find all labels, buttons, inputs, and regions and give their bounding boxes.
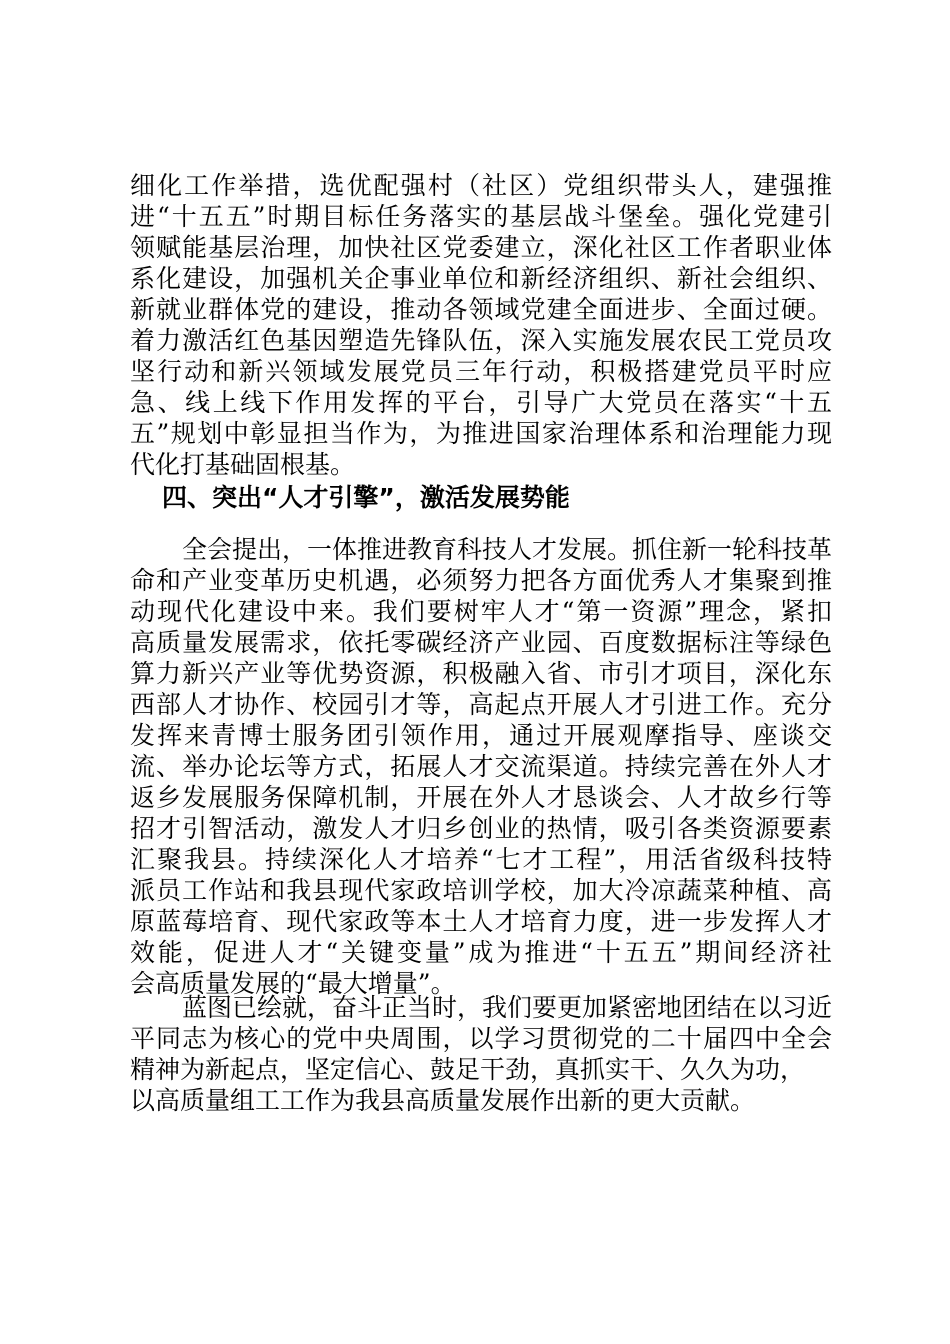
text-line: 动现代化建设中来。我们要树牢人才“第一资源”理念，紧扣 [130, 597, 832, 626]
text-line: 着力激活红色基因塑造先锋队伍，深入实施发展农民工党员攻 [130, 326, 832, 355]
text-line: 系化建设，加强机关企事业单位和新经济组织、新社会组织、 [130, 264, 832, 293]
text-line: 原蓝莓培育、现代家政等本土人才培育力度，进一步发挥人才 [130, 907, 832, 936]
text-line: 五”规划中彰显担当作为，为推进国家治理体系和治理能力现 [130, 419, 832, 448]
text-line: 汇聚我县。持续深化人才培养“七才工程”，用活省级科技特 [130, 845, 832, 874]
text-line: 细化工作举措，选优配强村（社区）党组织带头人，建强推 [130, 171, 832, 200]
text-line: 代化打基础固根基。 [130, 450, 356, 479]
text-line: 命和产业变革历史机遇，必须努力把各方面优秀人才集聚到推 [130, 566, 832, 595]
text-line: 算力新兴产业等优势资源，积极融入省、市引才项目，深化东 [130, 659, 832, 688]
text-line: 招才引智活动，激发人才归乡创业的热情，吸引各类资源要素 [130, 814, 832, 843]
text-line: 坚行动和新兴领域发展党员三年行动，积极搭建党员平时应 [130, 357, 832, 386]
text-line: 进“十五五”时期目标任务落实的基层战斗堡垒。强化党建引 [130, 202, 832, 231]
text-line: 会高质量发展的“最大增量”。 [130, 969, 456, 998]
paragraph-conclusion [130, 992, 832, 1116]
text-line: 流、举办论坛等方式，拓展人才交流渠道。持续完善在外人才 [130, 752, 832, 781]
text-line: 效能，促进人才“关键变量”成为推进“十五五”期间经济社 [130, 938, 832, 967]
text-line: 返乡发展服务保障机制，开展在外人才恳谈会、人才故乡行等 [130, 783, 832, 812]
paragraph-party-building [130, 170, 832, 480]
text-line: 以高质量组工工作为我县高质量发展作出新的更大贡献。 [130, 1086, 756, 1115]
text-line: 派员工作站和我县现代家政培训学校，加大冷凉蔬菜种植、高 [130, 876, 832, 905]
text-line: 领赋能基层治理，加快社区党委建立，深化社区工作者职业体 [130, 233, 832, 262]
paragraph-talent [130, 534, 832, 999]
section-heading: 四、突出“人才引擎”，激活发展势能 [162, 483, 570, 512]
text-line: 新就业群体党的建设，推动各领域党建全面进步、全面过硬。 [130, 295, 832, 324]
text-line: 西部人才协作、校园引才等，高起点开展人才引进工作。充分 [130, 690, 832, 719]
text-line: 精神为新起点，坚定信心、鼓足干劲，真抓实干、久久为功， [130, 1055, 806, 1084]
text-line: 急、线上线下作用发挥的平台，引导广大党员在落实“十五 [130, 388, 832, 417]
text-line: 蓝图已绘就，奋斗正当时，我们要更加紧密地团结在以习近 [182, 993, 833, 1022]
text-line: 高质量发展需求，依托零碳经济产业园、百度数据标注等绿色 [130, 628, 832, 657]
text-line: 平同志为核心的党中央周围，以学习贯彻党的二十届四中全会 [130, 1024, 832, 1053]
text-line: 全会提出，一体推进教育科技人才发展。抓住新一轮科技革 [182, 535, 833, 564]
text-line: 发挥来青博士服务团引领作用，通过开展观摩指导、座谈交 [130, 721, 832, 750]
